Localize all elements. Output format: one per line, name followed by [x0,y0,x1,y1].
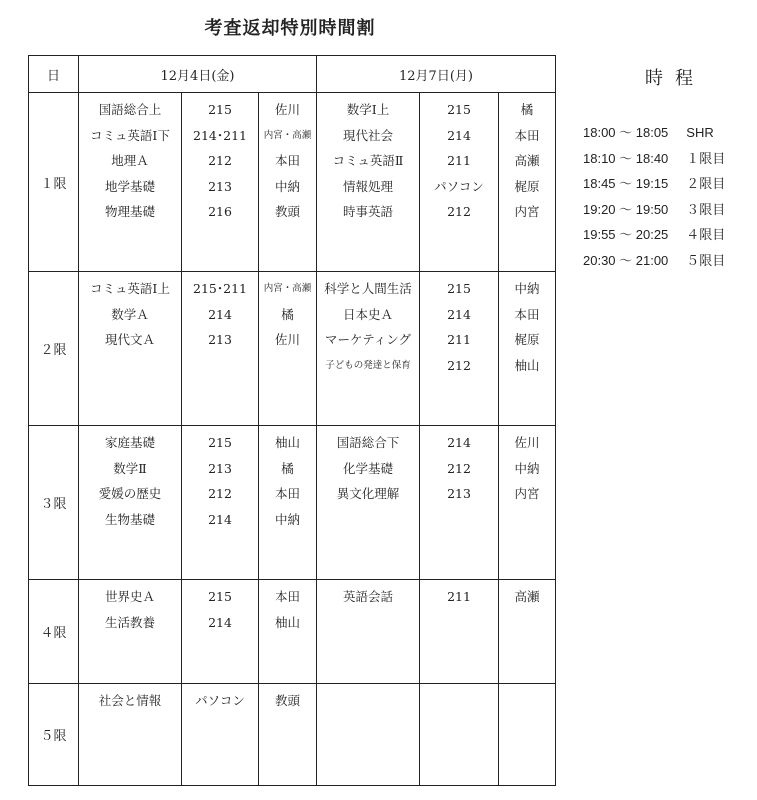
period-label: ２限 [29,272,79,426]
d2-room-cell [420,684,499,786]
teacher-text: 橘 [281,306,294,322]
schedule-label: ２限目 [686,176,726,192]
page-title: 考査返却特別時間割 [204,18,376,39]
subject-text: 英語会話 [342,589,393,604]
teacher-text: 佐川 [274,332,300,348]
room-text: 215 [447,281,471,296]
d2-room-cell [420,580,499,684]
d1-room-cell [182,426,259,580]
teacher-text: 本田 [514,306,540,322]
room-text: 212 [208,486,232,502]
subject-text: 子どもの発達と保育 [325,359,411,371]
d1-subject-cell [79,684,182,786]
d1-subject-cell [79,426,182,580]
d2-subject-cell [317,272,420,426]
d2-room-cell [420,426,499,580]
teacher-text: 内宮・高瀬 [263,283,312,294]
d2-room-cell [420,272,499,426]
teacher-text: 中納 [514,460,540,476]
schedule-time: 19:20 ～ 19:50 [583,201,669,217]
room-text: 214 [447,306,471,322]
room-text: 214 [447,127,471,143]
d1-teacher-cell [259,684,317,786]
teacher-text: 本田 [514,127,540,143]
d2-subject-cell [317,426,420,580]
schedule-label: １限目 [686,150,726,166]
subject-text: 愛媛の歴史 [98,486,162,502]
d2-subject-cell [317,684,420,786]
room-text: 211 [447,332,471,348]
schedule-row [583,248,725,274]
header-date2: 12月7日(月) [317,56,556,93]
subject-text: 情報処理 [342,178,393,194]
room-text: 215 [208,589,232,604]
subject-text: 科学と人間生活 [324,281,412,296]
room-text: 214 [208,511,232,527]
teacher-text: 佐川 [514,435,540,450]
d2-room-cell [420,93,499,272]
period-label: ４限 [29,580,79,684]
d1-room-cell [182,93,259,272]
d2-teacher-cell [499,272,556,426]
period-row [29,93,556,272]
schedule-list [583,120,725,274]
teacher-text: 中納 [274,178,300,194]
d2-teacher-cell [499,580,556,684]
subject-text: 国語総合下 [336,435,400,450]
teacher-text: 佐川 [274,102,300,117]
d1-subject-cell [79,93,182,272]
room-text: 215 [447,102,471,117]
schedule-row [583,120,725,146]
teacher-text: 教頭 [274,693,300,708]
header-day: 日 [29,56,79,93]
teacher-text: 本田 [274,486,300,502]
room-text: パソコン [434,178,484,194]
room-text: 211 [447,153,471,169]
room-text: 214 [447,435,471,450]
period-row [29,426,556,580]
schedule-label: ３限目 [686,201,726,217]
d1-room-cell [182,272,259,426]
d1-subject-cell [79,272,182,426]
subject-text: 家庭基礎 [104,435,155,450]
schedule-time: 20:30 ～ 21:00 [583,252,669,268]
room-text: 213 [208,332,232,348]
subject-text: 地理Ａ [111,153,149,169]
header-date1: 12月4日(金) [79,56,317,93]
room-text: 214･211 [193,127,247,143]
subject-text: 国語総合上 [98,102,162,117]
teacher-text: 本田 [274,153,300,169]
d1-teacher-cell [259,93,317,272]
schedule-label: SHR [686,125,714,140]
subject-text: 世界史Ａ [104,589,155,604]
teacher-text: 橘 [520,102,534,117]
room-text: 212 [208,153,232,169]
schedule-row [583,171,725,197]
teacher-text: 柚山 [514,357,540,373]
teacher-text: 中納 [274,511,300,527]
d1-subject-cell [79,580,182,684]
room-text: 216 [208,204,232,220]
room-text: 214 [208,306,232,322]
teacher-text: 内宮 [514,486,540,502]
subject-text: 日本史Ａ [342,306,393,322]
teacher-text: 内宮・高瀬 [263,129,312,141]
schedule-label: ４限目 [686,227,726,243]
d1-teacher-cell [259,580,317,684]
subject-text: 時事英語 [342,204,393,220]
room-text: 213 [447,486,471,502]
subject-text: 異文化理解 [336,486,400,502]
room-text: 212 [447,460,471,476]
subject-text: 生活教養 [104,614,155,630]
schedule-label: ５限目 [686,252,726,268]
d2-teacher-cell [499,93,556,272]
teacher-text: 本田 [274,589,300,604]
d1-teacher-cell [259,272,317,426]
subject-text: コミュ英語Ⅰ下 [90,127,170,143]
subject-text: 数学Ⅰ上 [346,102,390,117]
period-row [29,580,556,684]
room-text: 214 [208,614,232,630]
subject-text: 化学基礎 [342,460,393,476]
subject-text: コミュ英語Ⅰ上 [90,281,170,296]
teacher-text: 教頭 [274,204,300,220]
d2-teacher-cell [499,684,556,786]
period-row [29,272,556,426]
schedule-time: 18:00 ～ 18:05 [583,125,669,140]
room-text: 215 [208,102,232,117]
subject-text: 生物基礎 [104,511,155,527]
timetable [28,55,556,786]
schedule-time: 19:55 ～ 20:25 [583,227,669,243]
teacher-text: 内宮 [514,204,540,220]
subject-text: 現代社会 [342,127,393,143]
teacher-text: 橘 [281,460,294,476]
schedule-title: 時程 [645,68,705,89]
schedule-row [583,222,725,248]
period-label: ５限 [29,684,79,786]
d2-subject-cell [317,580,420,684]
room-text: パソコン [195,693,245,708]
teacher-text: 高瀬 [514,153,540,169]
room-text: 212 [447,204,471,220]
header-row [29,56,556,93]
room-text: 212 [447,357,471,373]
period-label: ３限 [29,426,79,580]
teacher-text: 中納 [514,281,540,296]
schedule-time: 18:10 ～ 18:40 [583,150,669,166]
room-text: 215 [208,435,232,450]
d1-teacher-cell [259,426,317,580]
room-text: 213 [208,178,232,194]
subject-text: 物理基礎 [104,204,155,220]
subject-text: 社会と情報 [98,693,162,708]
subject-text: 地学基礎 [104,178,155,194]
subject-text: マーケティング [324,332,411,348]
subject-text: 数学Ａ [111,306,149,322]
d2-teacher-cell [499,426,556,580]
teacher-text: 梶原 [514,178,540,194]
subject-text: 数学Ⅱ [113,460,147,476]
room-text: 215･211 [193,281,247,296]
schedule-row [583,146,725,172]
d2-subject-cell [317,93,420,272]
teacher-text: 高瀬 [514,589,540,604]
room-text: 211 [447,589,471,604]
period-row [29,684,556,786]
period-label: １限 [29,93,79,272]
room-text: 213 [208,460,232,476]
d1-room-cell [182,684,259,786]
subject-text: コミュ英語Ⅱ [332,153,404,169]
schedule-time: 18:45 ～ 19:15 [583,176,669,192]
teacher-text: 梶原 [514,332,540,348]
subject-text: 現代文Ａ [104,332,155,348]
teacher-text: 柚山 [274,435,300,450]
schedule-row [583,197,725,223]
teacher-text: 柚山 [274,614,300,630]
d1-room-cell [182,580,259,684]
